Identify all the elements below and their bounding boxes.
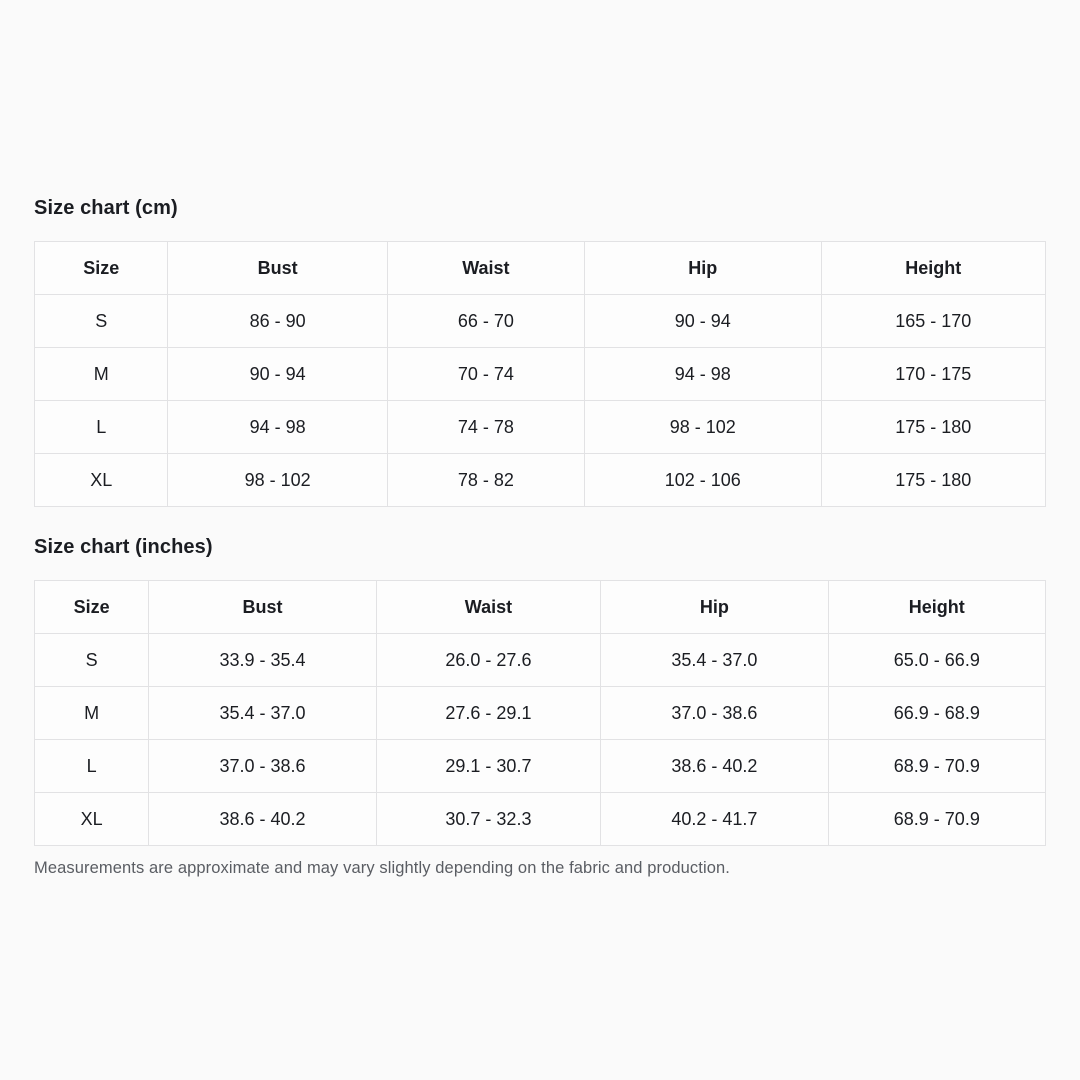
table-row [35, 687, 1046, 740]
size-cell: M [35, 687, 149, 740]
table-row [35, 348, 1046, 401]
header-row [35, 581, 1046, 634]
table-row [35, 793, 1046, 846]
column-header-bust: Bust [168, 242, 387, 295]
measurement-cell: 26.0 - 27.6 [376, 634, 600, 687]
size-cell: XL [35, 454, 168, 507]
measurement-cell: 68.9 - 70.9 [828, 740, 1045, 793]
size-cell: S [35, 295, 168, 348]
measurement-cell: 90 - 94 [168, 348, 387, 401]
size-cell: XL [35, 793, 149, 846]
table-row [35, 295, 1046, 348]
disclaimer-text: Measurements are approximate and may vary slightly depending on the fabric and production. [34, 859, 730, 877]
measurement-cell: 70 - 74 [387, 348, 584, 401]
column-header-hip: Hip [584, 242, 821, 295]
size-cell: M [35, 348, 168, 401]
measurement-cell: 94 - 98 [168, 401, 387, 454]
measurement-cell: 98 - 102 [168, 454, 387, 507]
measurement-cell: 38.6 - 40.2 [149, 793, 376, 846]
column-header-hip: Hip [601, 581, 828, 634]
measurement-cell: 38.6 - 40.2 [601, 740, 828, 793]
column-header-height: Height [821, 242, 1045, 295]
measurement-cell: 86 - 90 [168, 295, 387, 348]
column-header-waist: Waist [376, 581, 600, 634]
measurement-cell: 94 - 98 [584, 348, 821, 401]
column-header-size: Size [35, 581, 149, 634]
measurement-cell: 175 - 180 [821, 454, 1045, 507]
column-header-bust: Bust [149, 581, 376, 634]
measurement-cell: 74 - 78 [387, 401, 584, 454]
header-row [35, 242, 1046, 295]
measurement-cell: 98 - 102 [584, 401, 821, 454]
measurement-cell: 66.9 - 68.9 [828, 687, 1045, 740]
section-title-cm: Size chart (cm) [34, 197, 178, 219]
measurement-cell: 170 - 175 [821, 348, 1045, 401]
measurement-cell: 68.9 - 70.9 [828, 793, 1045, 846]
measurement-cell: 35.4 - 37.0 [149, 687, 376, 740]
measurement-cell: 40.2 - 41.7 [601, 793, 828, 846]
section-title-inches: Size chart (inches) [34, 536, 213, 558]
measurement-cell: 37.0 - 38.6 [601, 687, 828, 740]
table-row [35, 634, 1046, 687]
measurement-cell: 175 - 180 [821, 401, 1045, 454]
measurement-cell: 27.6 - 29.1 [376, 687, 600, 740]
size-cell: L [35, 401, 168, 454]
table-row [35, 740, 1046, 793]
measurement-cell: 102 - 106 [584, 454, 821, 507]
measurement-cell: 165 - 170 [821, 295, 1045, 348]
measurement-cell: 65.0 - 66.9 [828, 634, 1045, 687]
table-row [35, 454, 1046, 507]
column-header-waist: Waist [387, 242, 584, 295]
measurement-cell: 33.9 - 35.4 [149, 634, 376, 687]
column-header-height: Height [828, 581, 1045, 634]
size-cell: L [35, 740, 149, 793]
measurement-cell: 66 - 70 [387, 295, 584, 348]
measurement-cell: 35.4 - 37.0 [601, 634, 828, 687]
measurement-cell: 30.7 - 32.3 [376, 793, 600, 846]
size-cell: S [35, 634, 149, 687]
table-row [35, 401, 1046, 454]
measurement-cell: 37.0 - 38.6 [149, 740, 376, 793]
size-table-inches [34, 580, 1046, 846]
measurement-cell: 29.1 - 30.7 [376, 740, 600, 793]
measurement-cell: 78 - 82 [387, 454, 584, 507]
column-header-size: Size [35, 242, 168, 295]
measurement-cell: 90 - 94 [584, 295, 821, 348]
size-table-cm [34, 241, 1046, 507]
